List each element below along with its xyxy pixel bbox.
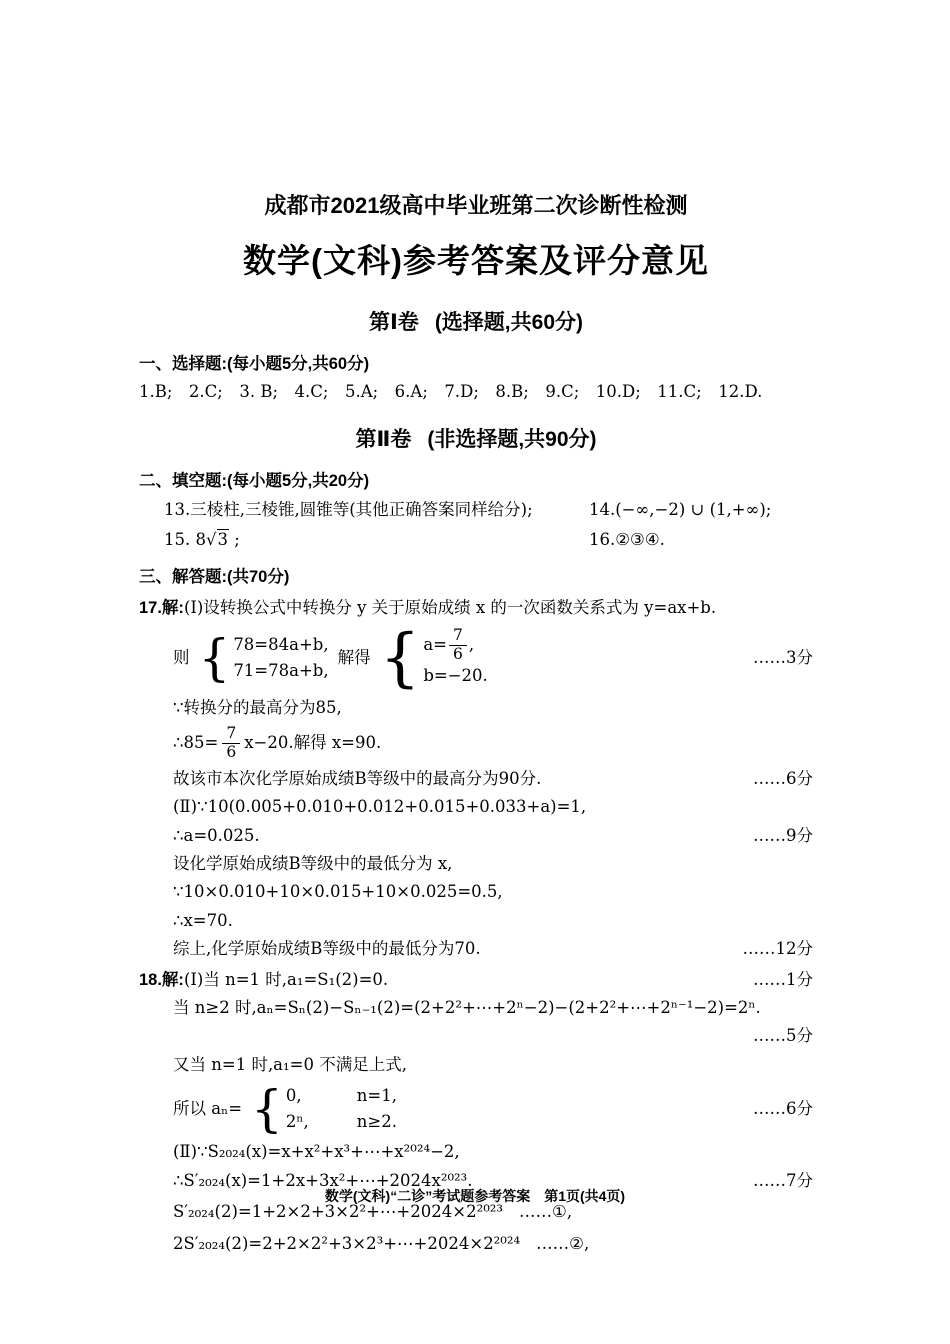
fraction-7-6	[449, 627, 467, 664]
q17-label: 17.解:	[139, 598, 184, 617]
q18-line1	[139, 967, 388, 993]
q18-line5: (Ⅱ)∵S₂₀₂₄(x)=x+x²+x³+⋯+x²⁰²⁴−2,	[173, 1142, 460, 1162]
left-brace-icon: {	[198, 628, 231, 687]
q17-solution-a-post: ,	[468, 635, 475, 655]
q18-line8-row	[173, 1231, 813, 1257]
fill-answers-grid	[139, 497, 813, 553]
score-marker-1: ……1分	[753, 969, 813, 989]
answer-15-suffix: ;	[229, 529, 240, 549]
score-marker-3: ……3分	[753, 647, 813, 667]
q17-solution-stack	[423, 627, 487, 689]
fill-section-label: 二、填空题:(每小题5分,共20分)	[139, 471, 370, 490]
q17-solution-b: b=−20.	[423, 666, 488, 686]
q17-because-line: ∵转换分的最高分为85,	[173, 697, 342, 717]
choice-answers: 1.B; 2.C; 3. B; 4.C; 5.A; 6.A; 7.D; 8.B; 9.C; 10.D; 11.C; 12.D.	[139, 381, 763, 401]
q17-solution-system	[379, 620, 488, 695]
score-marker-9: ……9分	[753, 825, 813, 845]
q18-label: 18.解:	[139, 970, 184, 989]
left-brace-icon: {	[379, 620, 421, 695]
q18-line1-row	[139, 967, 813, 993]
equation-tag-1: ……①,	[519, 1202, 573, 1222]
score-marker-7: ……7分	[753, 1170, 813, 1190]
choice-section-label: 一、选择题:(每小题5分,共60分)	[139, 354, 370, 373]
q18-line8: 2S′₂₀₂₄(2)=2+2×2²+3×2³+⋯+2024×2²⁰²⁴	[173, 1233, 521, 1253]
fraction-denominator: 6	[449, 645, 467, 664]
page-footer: 数学(文科)“二诊”考试题参考答案 第1页(共4页)	[324, 1188, 626, 1204]
q18-piecewise-stack	[286, 1083, 397, 1134]
question-17	[139, 595, 813, 963]
question-18	[139, 967, 813, 1257]
equation-tag-2: ……②,	[536, 1233, 590, 1253]
score-marker-12: ……12分	[742, 939, 813, 959]
left-brace-icon: {	[251, 1079, 283, 1138]
fraction-numerator: 7	[226, 724, 237, 743]
q17-highscore-equation	[173, 725, 813, 762]
q18-case1-condition: n=1,	[356, 1086, 397, 1106]
q18-cases-row	[173, 1079, 813, 1138]
q17-system-row	[173, 620, 813, 695]
q17-equation-1: 78=84a+b,	[233, 635, 329, 655]
sqrt-radicand: 3	[217, 529, 228, 549]
part2-heading-note: (非选择题,共90分)	[427, 428, 597, 452]
q18-case2-value: 2ⁿ,	[285, 1111, 309, 1131]
content-area	[139, 188, 813, 1257]
q17-body	[139, 620, 813, 963]
q18-line7: S′₂₀₂₄(2)=1+2×2+3×2²+⋯+2024×2²⁰²³	[173, 1202, 504, 1222]
q18-cases-prefix: 所以 aₙ=	[173, 1098, 243, 1118]
solution-section-label: 三、解答题:(共70分)	[139, 568, 290, 587]
q18-case2-condition: n≥2.	[356, 1111, 397, 1131]
q17-solution-a-pre: a=	[423, 635, 447, 655]
part2-heading-title: 第Ⅱ卷	[355, 428, 412, 452]
q17-system-formula	[173, 620, 492, 695]
q17-a-value: ∴a=0.025.	[173, 825, 260, 845]
score-marker-5: ……5分	[753, 1026, 813, 1046]
fraction-7-6	[222, 725, 240, 762]
q17-solve-label: 解得	[337, 647, 371, 667]
q17-setx-line: 设化学原始成绩B等级中的最低分为 x,	[173, 854, 453, 874]
q17-x70-line: ∴x=70.	[173, 910, 233, 930]
q17-conclusion1-row	[173, 766, 813, 792]
q17-conclusion1: 故该市本次化学原始成绩B等级中的最高分为90分.	[173, 768, 542, 788]
q18-line3: 又当 n=1 时,a₁=0 不满足上式,	[173, 1054, 407, 1074]
fraction-denominator: 6	[222, 743, 240, 762]
q18-line1-text: (Ⅰ)当 n=1 时,a₁=S₁(2)=0.	[183, 969, 389, 989]
q18-body	[139, 995, 813, 1257]
q18-case1-value: 0,	[285, 1086, 302, 1106]
q17-line1	[139, 595, 813, 621]
q17-solution-a	[423, 627, 487, 664]
q17-calc-line: ∵10×0.010+10×0.015+10×0.025=0.5,	[173, 882, 503, 902]
q17-line1-text: (Ⅰ)设转换公式中转换分 y 关于原始成绩 x 的一次函数关系式为 y=ax+b.	[183, 597, 717, 617]
q17-system-prefix: 则	[173, 647, 190, 667]
answer-16: 16.②③④.	[589, 529, 665, 549]
sqrt-icon: √	[205, 529, 217, 549]
score-marker-6: ……6分	[753, 768, 813, 788]
q18-cases-formula	[173, 1079, 401, 1138]
score-marker-6: ……6分	[753, 1098, 813, 1118]
answer-13: 13.三棱柱,三棱锥,圆锥等(其他正确答案同样给分);	[164, 500, 533, 520]
q18-line6: ∴S′₂₀₂₄(x)=1+2x+3x²+⋯+2024x²⁰²³.	[173, 1170, 473, 1190]
part1-heading-note: (选择题,共60分)	[434, 310, 583, 334]
q17-a-value-row	[173, 823, 813, 849]
answer-15	[164, 527, 589, 553]
document-title: 数学(文科)参考答案及评分意见	[243, 242, 709, 280]
q17-conclusion2-row	[173, 936, 813, 962]
part1-heading	[139, 306, 813, 340]
q17-conclusion2: 综上,化学原始成绩B等级中的最低分为70.	[173, 939, 481, 959]
part1-heading-title: 第Ⅰ卷	[368, 310, 419, 334]
answer-14: 14.(−∞,−2) ∪ (1,+∞);	[589, 500, 772, 520]
q17-equation-system	[198, 628, 329, 687]
q17-part2-line: (Ⅱ)∵10(0.005+0.010+0.012+0.015+0.033+a)=1,	[173, 797, 587, 817]
answer-15-prefix: 15. 8	[164, 529, 206, 549]
q17-highscore-pre: ∴85=	[173, 733, 219, 753]
q18-piecewise	[251, 1079, 397, 1138]
q18-line2: 当 n≥2 时,aₙ=Sₙ(2)−Sₙ₋₁(2)=(2+2²+⋯+2ⁿ−2)−(2+2²+⋯+2ⁿ⁻¹−2)=2ⁿ.	[173, 998, 761, 1018]
q17-equation-stack	[233, 632, 328, 683]
exam-subtitle: 成都市2021级高中毕业班第二次诊断性检测	[264, 193, 688, 218]
q17-equation-2: 71=78a+b,	[233, 660, 329, 680]
fraction-numerator: 7	[453, 625, 463, 644]
part2-heading	[139, 423, 813, 457]
q17-highscore-post: x−20.解得 x=90.	[244, 733, 382, 753]
